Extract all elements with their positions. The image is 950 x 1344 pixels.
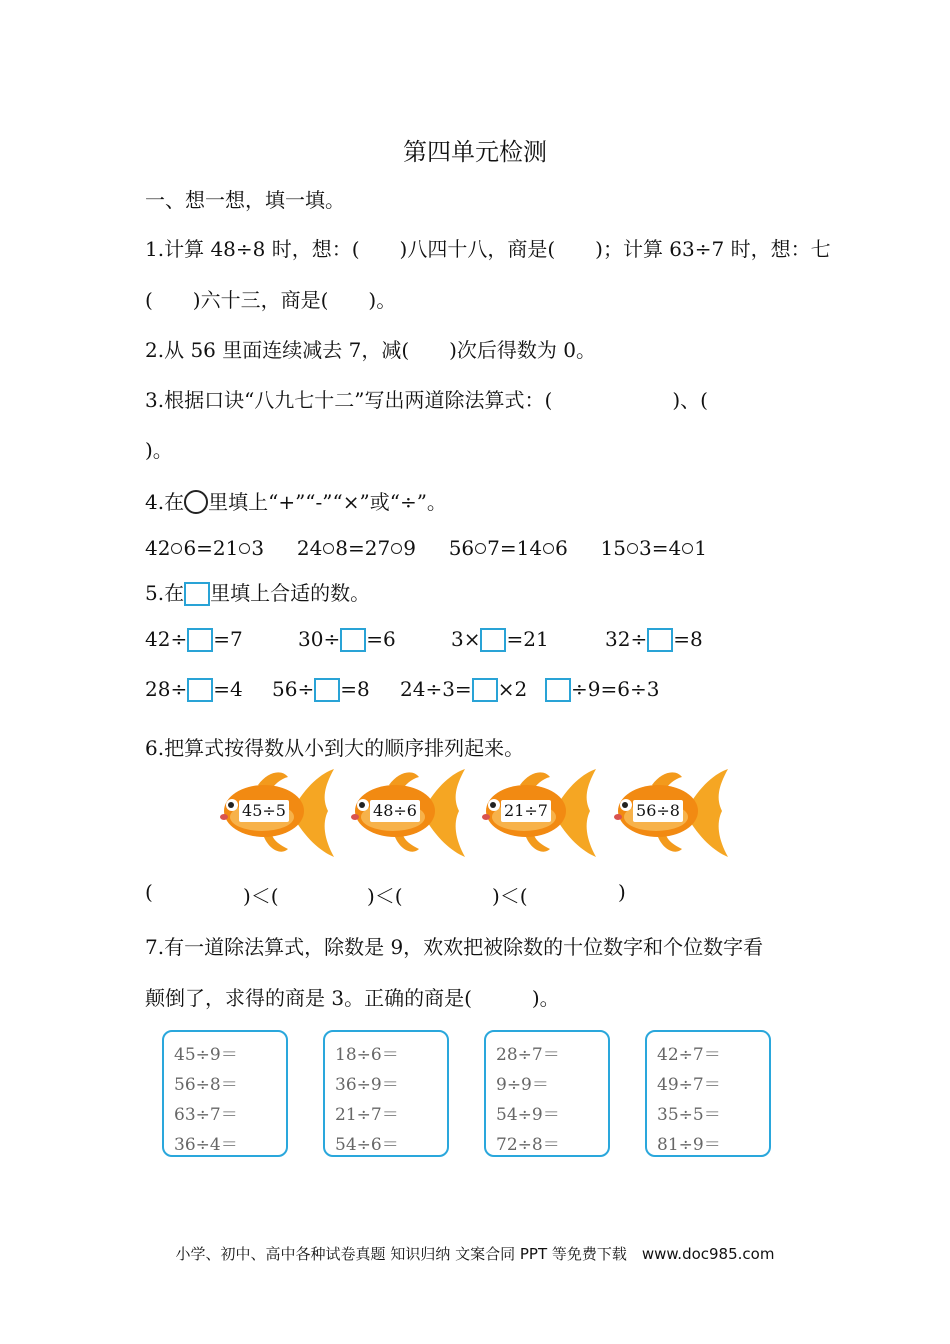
fish-expression: 21÷7 xyxy=(501,800,551,822)
order-paren: )＜( xyxy=(492,884,528,908)
answer-circle[interactable] xyxy=(239,543,250,554)
exercise-card xyxy=(323,1030,449,1157)
exercise-item: 36÷9＝ xyxy=(335,1075,399,1095)
question-5 xyxy=(145,577,370,606)
goldfish-card xyxy=(612,765,730,861)
q4-item: 56 7=14 6 xyxy=(448,536,568,560)
answer-box[interactable] xyxy=(480,628,506,652)
exercise-card xyxy=(484,1030,610,1157)
q5-item: 32÷ =8 xyxy=(605,627,703,651)
answer-circle[interactable] xyxy=(391,543,402,554)
answer-circle[interactable] xyxy=(323,543,334,554)
q5-item: ÷9=6÷3 xyxy=(545,677,659,702)
question-4-prefix: 4.在 xyxy=(145,490,185,514)
answer-circle[interactable] xyxy=(171,543,182,554)
square-placeholder-icon xyxy=(184,582,210,606)
question-1-line-1: 1.计算 48÷8 时，想：( )八四十八，商是( )；计算 63÷7 时，想：七 xyxy=(145,237,831,261)
exercise-item: 81÷9＝ xyxy=(657,1135,721,1155)
fish-expression: 48÷6 xyxy=(370,800,420,822)
answer-circle[interactable] xyxy=(627,543,638,554)
q4-item: 24 8=27 9 xyxy=(296,536,416,560)
answer-circle[interactable] xyxy=(543,543,554,554)
question-2: 2.从 56 里面连续减去 7，减( )次后得数为 0。 xyxy=(145,338,597,362)
fish-expression: 56÷8 xyxy=(633,800,683,822)
order-paren: )＜( xyxy=(243,884,279,908)
question-1-line-2: ( )六十三，商是( )。 xyxy=(145,288,397,312)
question-6: 6.把算式按得数从小到大的顺序排列起来。 xyxy=(145,736,525,760)
exercise-item: 42÷7＝ xyxy=(657,1045,721,1065)
question-4 xyxy=(145,486,447,515)
page-title: 第四单元检测 xyxy=(403,138,547,166)
exercise-item: 9÷9＝ xyxy=(496,1075,549,1095)
circle-placeholder-icon xyxy=(184,490,208,514)
q5-item: 56÷ =8 xyxy=(272,677,370,701)
q5-item: 24÷3= ×2 xyxy=(400,677,528,701)
goldfish-card xyxy=(218,765,336,861)
question-5-prefix: 5.在 xyxy=(145,581,185,605)
exercise-item: 28÷7＝ xyxy=(496,1045,560,1065)
exercise-item: 21÷7＝ xyxy=(335,1105,399,1125)
exercise-item: 36÷4＝ xyxy=(174,1135,238,1155)
section-heading: 一、想一想，填一填。 xyxy=(145,188,345,212)
q5-item: 3× =21 xyxy=(451,627,549,651)
answer-circle[interactable] xyxy=(682,543,693,554)
order-paren: ) xyxy=(618,880,626,904)
answer-circle[interactable] xyxy=(475,543,486,554)
q4-item: 42 6=21 3 xyxy=(145,536,265,560)
exercise-card xyxy=(162,1030,288,1157)
answer-box[interactable] xyxy=(187,678,213,702)
answer-box[interactable] xyxy=(472,678,498,702)
exercise-item: 54÷9＝ xyxy=(496,1105,560,1125)
answer-box[interactable] xyxy=(314,678,340,702)
exercise-item: 18÷6＝ xyxy=(335,1045,399,1065)
answer-box[interactable] xyxy=(340,628,366,652)
footer-text: 小学、初中、高中各种试卷真题 知识归纳 文案合同 PPT 等免费下载 www.doc985.com xyxy=(175,1245,775,1263)
question-3-line-1: 3.根据口诀“八九七十二”写出两道除法算式：( )、( xyxy=(145,388,708,412)
order-paren: )＜( xyxy=(367,884,403,908)
question-5-suffix: 里填上合适的数。 xyxy=(210,581,371,605)
goldfish-card xyxy=(480,765,598,861)
answer-box[interactable] xyxy=(545,678,571,702)
fish-expression: 45÷5 xyxy=(239,800,289,822)
q4-item: 15 3=4 1 xyxy=(600,536,707,560)
answer-box[interactable] xyxy=(647,628,673,652)
answer-box[interactable] xyxy=(187,628,213,652)
exercise-item: 63÷7＝ xyxy=(174,1105,238,1125)
goldfish-card xyxy=(349,765,467,861)
exercise-item: 72÷8＝ xyxy=(496,1135,560,1155)
question-4-suffix: 里填上“+”“-”“×”或“÷”。 xyxy=(208,490,447,514)
exercise-item: 35÷5＝ xyxy=(657,1105,721,1125)
question-7-line-2: 颠倒了，求得的商是 3。正确的商是( )。 xyxy=(145,986,560,1010)
exercise-item: 45÷9＝ xyxy=(174,1045,238,1065)
exercise-item: 49÷7＝ xyxy=(657,1075,721,1095)
exercise-item: 54÷6＝ xyxy=(335,1135,399,1155)
q5-item: 42÷ =7 xyxy=(145,627,243,651)
question-3-line-2: )。 xyxy=(145,438,173,462)
q5-item: 28÷ =4 xyxy=(145,677,243,701)
q5-item: 30÷ =6 xyxy=(298,627,396,651)
exercise-item: 56÷8＝ xyxy=(174,1075,238,1095)
order-paren: ( xyxy=(145,880,153,904)
question-7-line-1: 7.有一道除法算式，除数是 9，欢欢把被除数的十位数字和个位数字看 xyxy=(145,935,764,959)
exercise-card xyxy=(645,1030,771,1157)
question-4-row xyxy=(145,536,707,560)
